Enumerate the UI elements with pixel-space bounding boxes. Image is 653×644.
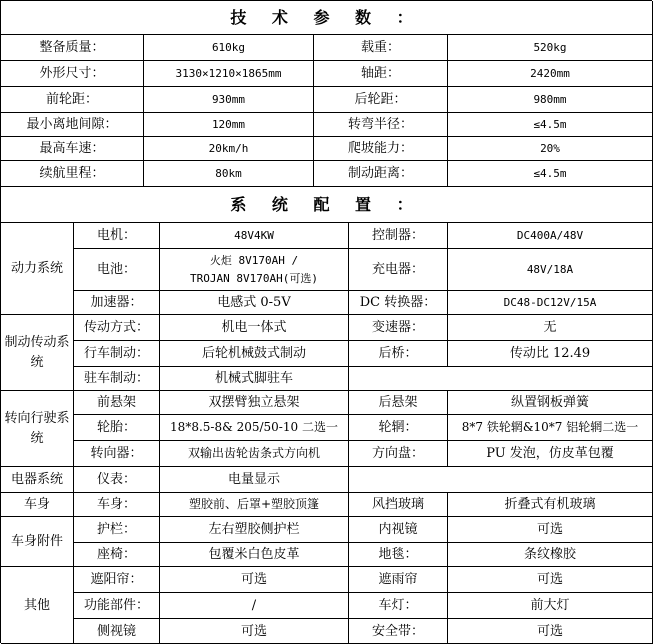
- cfg-value-battery: 火炬 8V170AH / TROJAN 8V170AH(可选): [160, 249, 349, 291]
- tech-label: 最高车速：: [1, 137, 144, 161]
- cfg-value: 可选: [160, 619, 349, 644]
- tech-value: ≤4.5m: [448, 161, 653, 187]
- cfg-label: 轮辋：: [349, 415, 448, 441]
- tech-value: 980mm: [448, 87, 653, 113]
- cfg-value: 塑胶前、后罩+塑胶顶篷: [160, 493, 349, 517]
- cfg-label: 安全带：: [349, 619, 448, 644]
- cfg-label: DC 转换器：: [349, 291, 448, 315]
- cfg-label: 轮胎：: [74, 415, 160, 441]
- config-title: 系 统 配 置 ：: [1, 187, 653, 223]
- tech-value: 2420mm: [448, 61, 653, 87]
- cfg-label: 充电器：: [349, 249, 448, 291]
- cfg-label: 控制器：: [349, 223, 448, 249]
- cfg-label: 方向盘：: [349, 441, 448, 467]
- cfg-value: 双输出齿轮齿条式方向机: [160, 441, 349, 467]
- tech-label: 制动距离：: [314, 161, 448, 187]
- cfg-value: 18*8.5-8& 205/50-10 二选一: [160, 415, 349, 441]
- cfg-value: 机械式脚驻车: [160, 367, 349, 391]
- tech-value: ≤4.5m: [448, 113, 653, 137]
- cfg-label: 行车制动：: [74, 341, 160, 367]
- tech-label: 最小离地间隙：: [1, 113, 144, 137]
- cfg-label: 后桥：: [349, 341, 448, 367]
- tech-value: 80km: [144, 161, 314, 187]
- cfg-label: 地毯：: [349, 543, 448, 567]
- cfg-label: 侧视镜: [74, 619, 160, 644]
- cfg-value: 可选: [448, 567, 653, 593]
- tech-value: 930mm: [144, 87, 314, 113]
- cfg-value: 包覆米白色皮革: [160, 543, 349, 567]
- tech-value: 3130×1210×1865mm: [144, 61, 314, 87]
- group-brake: 制动传动系统: [1, 315, 74, 391]
- group-elec: 电器系统: [1, 467, 74, 493]
- cfg-value: /: [160, 593, 349, 619]
- cfg-label: 车身：: [74, 493, 160, 517]
- tech-label: 转弯半径：: [314, 113, 448, 137]
- cfg-label: 转向器：: [74, 441, 160, 467]
- cfg-value: 8*7 铁轮辋&10*7 铝轮辋二选一: [448, 415, 653, 441]
- group-power: 动力系统: [1, 223, 74, 315]
- group-body: 车身: [1, 493, 74, 517]
- tech-label: 整备质量：: [1, 35, 144, 61]
- cfg-value: 纵置钢板弹簧: [448, 391, 653, 415]
- cfg-value: 左右塑胶侧护栏: [160, 517, 349, 543]
- cfg-value: 机电一体式: [160, 315, 349, 341]
- cfg-value: DC48-DC12V/15A: [448, 291, 653, 315]
- cfg-value: 双摆臂独立悬架: [160, 391, 349, 415]
- cfg-value: 电感式 0-5V: [160, 291, 349, 315]
- cfg-label: 座椅：: [74, 543, 160, 567]
- tech-label: 外形尺寸：: [1, 61, 144, 87]
- cfg-label: 车灯：: [349, 593, 448, 619]
- cfg-label: 驻车制动：: [74, 367, 160, 391]
- cfg-label: 遮雨帘: [349, 567, 448, 593]
- cfg-value: DC400A/48V: [448, 223, 653, 249]
- group-steer: 转向行驶系统: [1, 391, 74, 467]
- cfg-value: 电量显示: [160, 467, 349, 493]
- cfg-value: 无: [448, 315, 653, 341]
- tech-value: 520kg: [448, 35, 653, 61]
- cfg-label: 功能部件：: [74, 593, 160, 619]
- cfg-value: 48V4KW: [160, 223, 349, 249]
- cfg-value: 折叠式有机玻璃: [448, 493, 653, 517]
- cfg-label: 电池：: [74, 249, 160, 291]
- tech-label: 后轮距：: [314, 87, 448, 113]
- cfg-value: 条纹橡胶: [448, 543, 653, 567]
- tech-label: 前轮距：: [1, 87, 144, 113]
- group-other: 其他: [1, 567, 74, 644]
- cfg-label: 护栏：: [74, 517, 160, 543]
- cfg-label: 遮阳帘：: [74, 567, 160, 593]
- cfg-value: 可选: [448, 619, 653, 644]
- cfg-value: 可选: [160, 567, 349, 593]
- cfg-label: 后悬架: [349, 391, 448, 415]
- cfg-value: PU 发泡，仿皮革包覆: [448, 441, 653, 467]
- cfg-value: 后轮机械鼓式制动: [160, 341, 349, 367]
- tech-title: 技 术 参 数 ：: [1, 1, 653, 35]
- cfg-label: 传动方式：: [74, 315, 160, 341]
- cfg-label: 内视镜: [349, 517, 448, 543]
- tech-value: 20%: [448, 137, 653, 161]
- empty-cell: [349, 367, 653, 391]
- cfg-value: 传动比 12.49: [448, 341, 653, 367]
- cfg-value: 48V/18A: [448, 249, 653, 291]
- tech-label: 续航里程：: [1, 161, 144, 187]
- tech-value: 120mm: [144, 113, 314, 137]
- empty-cell: [349, 467, 653, 493]
- tech-label: 爬坡能力：: [314, 137, 448, 161]
- cfg-label: 风挡玻璃: [349, 493, 448, 517]
- cfg-value: 可选: [448, 517, 653, 543]
- tech-label: 载重：: [314, 35, 448, 61]
- cfg-label: 前悬架: [74, 391, 160, 415]
- group-attach: 车身附件: [1, 517, 74, 567]
- cfg-value: 前大灯: [448, 593, 653, 619]
- cfg-label: 仪表：: [74, 467, 160, 493]
- cfg-label: 变速器：: [349, 315, 448, 341]
- tech-value: 610kg: [144, 35, 314, 61]
- cfg-label: 加速器：: [74, 291, 160, 315]
- tech-label: 轴距：: [314, 61, 448, 87]
- cfg-label: 电机：: [74, 223, 160, 249]
- tech-value: 20km/h: [144, 137, 314, 161]
